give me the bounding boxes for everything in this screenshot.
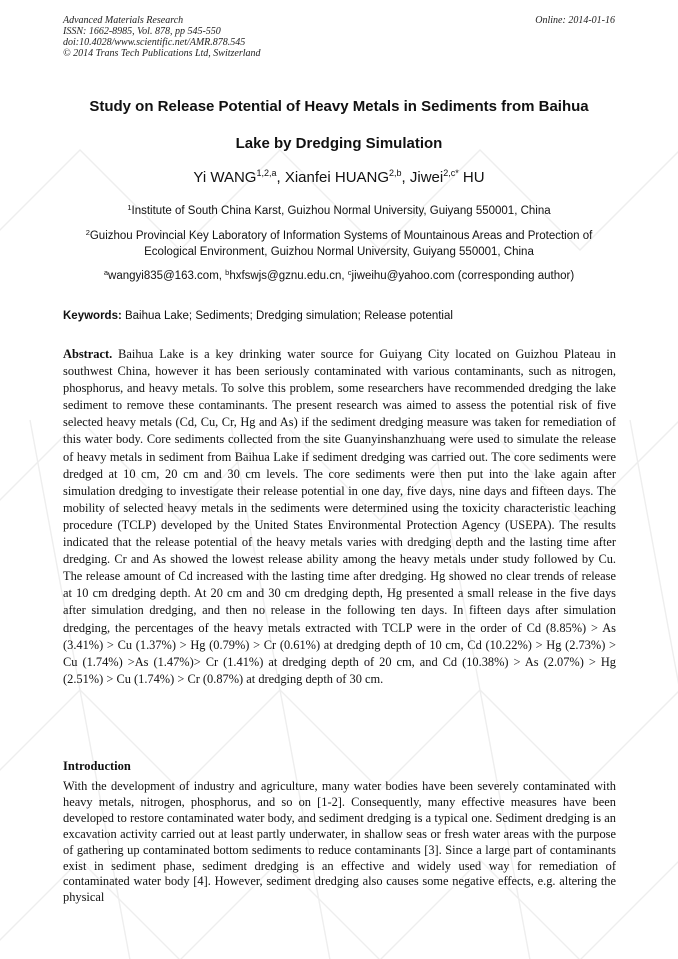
author-separator: , — [276, 169, 285, 186]
keywords-text: Baihua Lake; Sediments; Dredging simulation; Release potential — [121, 310, 453, 322]
author-3-affil-mark: 2,c* — [443, 168, 459, 178]
author-3-surname: HU — [458, 169, 485, 186]
affiliation-2-line-2: Ecological Environment, Guizhou Normal University, Guiyang 550001, China — [144, 246, 534, 258]
affiliation-1-mark: 1 — [127, 203, 132, 212]
journal-copyright: © 2014 Trans Tech Publications Ltd, Switzerland — [63, 48, 261, 59]
journal-issn: ISSN: 1662-8985, Vol. 878, pp 545-550 — [63, 26, 221, 37]
abstract-text: Baihua Lake is a key drinking water source for Guiyang City located on Guizhou Plateau in southwest China, however it has been seriously contaminated with various contaminants, such as nitrogen, phosphorus, and heavy metals. To solve this problem, some researchers have recommended dredging the lake sediment to remove these contaminants. The present research was aimed to assess the potential risk of five selected heavy metals (Cd, Cu, Cr, Hg and As) if the sediment dredging measure was taken for remediation of this water body. Core sediments collected from the site Guanyinshanzhuang were used to simulate the release of heavy metals in sediment from Baihua Lake if sediment dredging was carried out. The core sediments were dredged at 10 cm, 20 cm and 30 cm levels. The core sediments were then put into the lake again after simulation dredging to investigate their release potential in one day, five days, nine days and fifteen days. The mobility of selected heavy metals in the sediments were determined using the toxicity characteristic leaching procedure (TCLP) developed by the United States Environmental Protection Agency (USEPA). The results indicated that the release potential of the heavy metals varies with dredging depth and the lasting time after dredging. Cr and As showed the lowest release ability among the heavy metals under study followed by Cu. The release amount of Cd increased with the lasting time after dredging. Hg showed no clear trends of release at 10 cm dredging depth. At 20 cm and 30 cm dredging depth, Hg presented a small release in the five days after simulation dredging, and then no release in the following ten days. In fifteen days after simulation dredging, the percentages of the heavy metals extracted with TCLP were in the order of Cd (8.85%) > As (3.41%) > Cu (1.37%) > Hg (0.79%) > Cr (0.61%) at dredging depth of 10 cm, Cd (10.22%) > Hg (2.73%) > Cu (1.74%) >As (1.47%)> Cr (1.41%) at dredging depth of 20 cm, and Cd (10.38%) > As (2.07%) > Hg (2.51%) > Cu (1.74%) > Cr (0.87%) at dredging depth of 30 cm. — [63, 347, 616, 686]
affiliation-1-text: Institute of South China Karst, Guizhou Normal University, Guiyang 550001, China — [131, 205, 551, 217]
email-c-mark: c — [347, 268, 352, 277]
affiliation-2-line-1: Guizhou Provincial Key Laboratory of Information Systems of Mountainous Areas and Protection of — [89, 230, 593, 242]
email-a-mark: a — [103, 268, 109, 277]
online-date: Online: 2014-01-16 — [535, 15, 615, 26]
author-1-affil-mark: 1,2,a — [256, 168, 277, 178]
keywords — [63, 309, 623, 323]
affiliation-2 — [40, 228, 638, 260]
introduction-text: With the development of industry and agriculture, many water bodies have been severely contaminated with heavy metals, nitrogen, phosphorus, and so on [1-2]. Consequently, many effective measures have been developed to restore contaminated water body, and sediment dredging is a typical one. Sediment dredging is an excavation activity carried out at least partly underwater, in shallow seas or fresh water areas with the purpose of gathering up contaminated bottom sediments to reduce contaminants [3]. Since a large part of contaminants exist in sediment phase, sediment dredging is an effective and widely used way for remediation of contaminated water body [4]. However, sediment dredging also causes some negative effects, e.g. altering the physical — [63, 779, 616, 905]
abstract-label: Abstract. — [63, 347, 113, 361]
title-line-1: Study on Release Potential of Heavy Metals in Sediments from Baihua — [89, 98, 589, 115]
keywords-label: Keywords: — [63, 310, 122, 322]
author-list — [40, 168, 638, 188]
author-separator: , — [401, 169, 410, 186]
email-a: wangyi835@163.com, — [108, 270, 226, 282]
journal-doi: doi:10.4028/www.scientific.net/AMR.878.545 — [63, 37, 246, 48]
journal-name: Advanced Materials Research — [63, 15, 184, 26]
email-b: hxfswjs@gznu.edu.cn, — [229, 270, 348, 282]
journal-header — [63, 15, 261, 59]
paper-title — [40, 88, 638, 162]
affiliation-2-mark: 2 — [85, 228, 90, 237]
abstract — [63, 346, 616, 688]
email-b-mark: b — [225, 268, 230, 277]
title-line-2: Lake by Dredging Simulation — [235, 135, 443, 152]
affiliation-1 — [40, 203, 638, 219]
introduction-heading: Introduction — [63, 759, 131, 773]
author-2-affil-mark: 2,b — [389, 168, 402, 178]
author-1-name: Yi WANG — [193, 169, 257, 186]
author-3-name: Jiwei — [409, 169, 444, 186]
author-2-name: Xianfei HUANG — [284, 169, 390, 186]
author-emails — [40, 268, 638, 284]
email-c: jiweihu@yahoo.com (corresponding author) — [351, 270, 575, 282]
